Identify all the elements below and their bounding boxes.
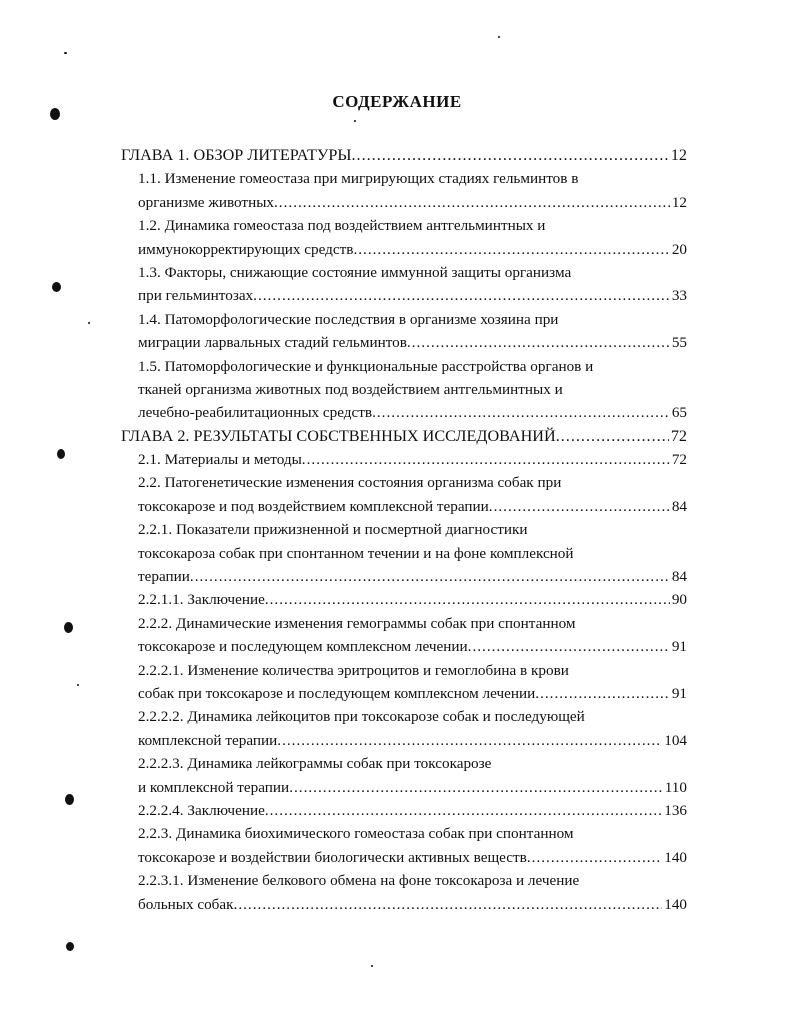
toc-entry-line: 2.2.2.3. Динамика лейкограммы собак при токсокарозе: [138, 755, 492, 773]
toc-entry-text: 2.1. Материалы и методы: [138, 451, 302, 469]
dot-leader: [407, 331, 670, 354]
dot-leader: [274, 191, 670, 214]
toc-section-entry: [138, 471, 687, 518]
toc-entry-text: больных собак: [138, 895, 234, 913]
toc-entry-last-line: [138, 448, 687, 471]
toc-entry-line: 2.2.2.1. Изменение количества эритроцитов и гемоглобина в крови: [138, 661, 569, 679]
dot-leader: [489, 495, 670, 518]
toc-entry-text: лечебно-реабилитационных средств: [138, 404, 373, 422]
scan-speck: [64, 52, 67, 54]
toc-section-entry: [138, 518, 687, 588]
scan-speck: [371, 965, 373, 967]
toc-entry-text: ГЛАВА 2. РЕЗУЛЬТАТЫ СОБСТВЕННЫХ ИССЛЕДОВАНИЙ: [121, 426, 556, 445]
toc-entry-line: 2.2. Патогенетические изменения состояния организма собак при: [138, 474, 562, 492]
toc-entry-last-line: [138, 893, 687, 916]
toc-entry-line: 1.5. Патоморфологические и функциональные расстройства органов и: [138, 357, 594, 375]
page-title: СОДЕРЖАНИЕ: [332, 92, 462, 111]
dot-leader: [353, 238, 669, 261]
toc-entry-last-line: [138, 495, 687, 518]
toc-section-entry: [138, 612, 687, 659]
dot-leader: [277, 729, 662, 752]
toc-entry-text: токсокарозе и последующем комплексном лечении: [138, 638, 468, 656]
toc-section-entry: [138, 752, 687, 799]
toc-entry-last-line: [138, 635, 687, 658]
toc-entry-line: 2.2.2.2. Динамика лейкоцитов при токсокарозе собак и последующей: [138, 708, 585, 726]
scan-speck: [64, 622, 73, 633]
dot-leader: [372, 401, 670, 424]
toc-entry-text: миграции ларвальных стадий гельминтов: [138, 334, 407, 352]
toc-section-entry: [138, 869, 687, 916]
toc-page-number: 33: [671, 287, 687, 305]
toc-entry-line: 1.3. Факторы, снижающие состояние иммунной защиты организма: [138, 263, 572, 281]
scan-speck: [57, 449, 65, 459]
dot-leader: [527, 846, 662, 869]
toc-entry-last-line: [138, 565, 687, 588]
toc-section-entry: [138, 355, 687, 425]
toc-section-entry: [138, 659, 687, 706]
toc-entry-last-line: [138, 799, 687, 822]
toc-entry-text: собак при токсокарозе и последующем комплексном лечении: [138, 684, 536, 702]
toc-entry-text: организме животных: [138, 193, 274, 211]
dot-leader: [253, 284, 670, 307]
scan-speck: [498, 36, 500, 38]
toc-entry-last-line: [138, 284, 687, 307]
toc-chapter-entry: [121, 425, 687, 448]
toc-entry-text: 2.2.1.1. Заключение: [138, 591, 265, 609]
toc-entry-last-line: [121, 425, 687, 448]
toc-page-number: 104: [664, 731, 687, 749]
toc-entry-text: 2.2.2.4. Заключение: [138, 801, 265, 819]
dot-leader: [302, 448, 670, 471]
scan-speck: [50, 108, 60, 120]
toc-entry-line: 1.1. Изменение гомеостаза при мигрирующих стадиях гельминтов в: [138, 170, 579, 188]
scan-speck: [52, 282, 61, 292]
toc-page-number: 84: [671, 568, 687, 586]
toc-section-entry: [138, 799, 687, 822]
scan-speck: [66, 942, 74, 951]
dot-leader: [289, 776, 663, 799]
toc-entry-text: иммунокорректирующих средств: [138, 240, 354, 258]
toc-page-number: 72: [671, 451, 687, 469]
toc-entry-text: комплексной терапии: [138, 731, 278, 749]
toc-entry-text: и комплексной терапии: [138, 778, 290, 796]
toc-section-entry: [138, 448, 687, 471]
toc-section-entry: [138, 261, 687, 308]
toc-entry-text: токсокарозе и воздействии биологически активных веществ: [138, 848, 527, 866]
toc-entry-text: токсокарозе и под воздействием комплексной терапии: [138, 497, 489, 515]
toc-section-entry: [138, 588, 687, 611]
scan-speck: [354, 120, 356, 122]
toc-page-number: 110: [664, 778, 687, 796]
toc-entry-line: 2.2.3.1. Изменение белкового обмена на фоне токсокароза и лечение: [138, 872, 580, 890]
toc-page-number: 20: [671, 240, 687, 258]
toc-entry-last-line: [138, 682, 687, 705]
toc-section-entry: [138, 822, 687, 869]
toc-entry-last-line: [121, 144, 687, 167]
toc-entry-text: ГЛАВА 1. ОБЗОР ЛИТЕРАТУРЫ: [121, 146, 352, 164]
toc-entry-last-line: [138, 846, 687, 869]
toc-entry-text: терапии: [138, 568, 190, 586]
toc-page-number: 12: [670, 146, 687, 164]
toc-entry-line: 2.2.2. Динамические изменения гемограммы собак при спонтанном: [138, 614, 576, 632]
toc-section-entry: [138, 705, 687, 752]
toc-entry-last-line: [138, 729, 687, 752]
dot-leader: [265, 799, 662, 822]
toc-entry-line: 2.2.1. Показатели прижизненной и посмертной диагностики: [138, 521, 528, 539]
scan-speck: [88, 322, 90, 324]
toc-page-number: 55: [671, 334, 687, 352]
toc-page-number: 140: [664, 848, 687, 866]
toc-chapter-entry: [121, 144, 687, 167]
dot-leader: [556, 425, 669, 448]
scan-speck: [65, 794, 74, 805]
toc-section-entry: [138, 167, 687, 214]
toc-page-number: 136: [664, 801, 687, 819]
toc-entry-last-line: [138, 331, 687, 354]
toc-entry-last-line: [138, 238, 687, 261]
dot-leader: [265, 588, 670, 611]
toc-page-number: 84: [671, 497, 687, 515]
toc-entry-last-line: [138, 588, 687, 611]
dot-leader: [351, 144, 668, 167]
dot-leader: [234, 893, 663, 916]
toc-page-number: 91: [671, 638, 687, 656]
toc-entry-line: 1.2. Динамика гомеостаза под воздействием антгельминтных и: [138, 217, 546, 235]
toc-entry-text: при гельминтозах: [138, 287, 254, 305]
toc-page-number: 91: [671, 684, 687, 702]
toc-section-entry: [138, 308, 687, 355]
toc-page-number: 90: [671, 591, 687, 609]
toc-page-number: 72: [670, 426, 687, 445]
toc-entry-last-line: [138, 401, 687, 424]
toc-entry-line: тканей организма животных под воздействием антгельминтных и: [138, 380, 563, 398]
table-of-contents: [0, 144, 794, 916]
scan-speck: [77, 684, 79, 686]
toc-page-number: 12: [671, 193, 687, 211]
toc-section-entry: [138, 214, 687, 261]
dot-leader: [535, 682, 670, 705]
dot-leader: [190, 565, 670, 588]
toc-page-number: 65: [671, 404, 687, 422]
toc-entry-line: токсокароза собак при спонтанном течении и на фоне комплексной: [138, 544, 574, 562]
toc-entry-line: 2.2.3. Динамика биохимического гомеостаза собак при спонтанном: [138, 825, 574, 843]
toc-page-number: 140: [664, 895, 687, 913]
toc-entry-line: 1.4. Патоморфологические последствия в организме хозяина при: [138, 310, 559, 328]
dot-leader: [468, 635, 670, 658]
toc-entry-last-line: [138, 191, 687, 214]
toc-entry-last-line: [138, 776, 687, 799]
